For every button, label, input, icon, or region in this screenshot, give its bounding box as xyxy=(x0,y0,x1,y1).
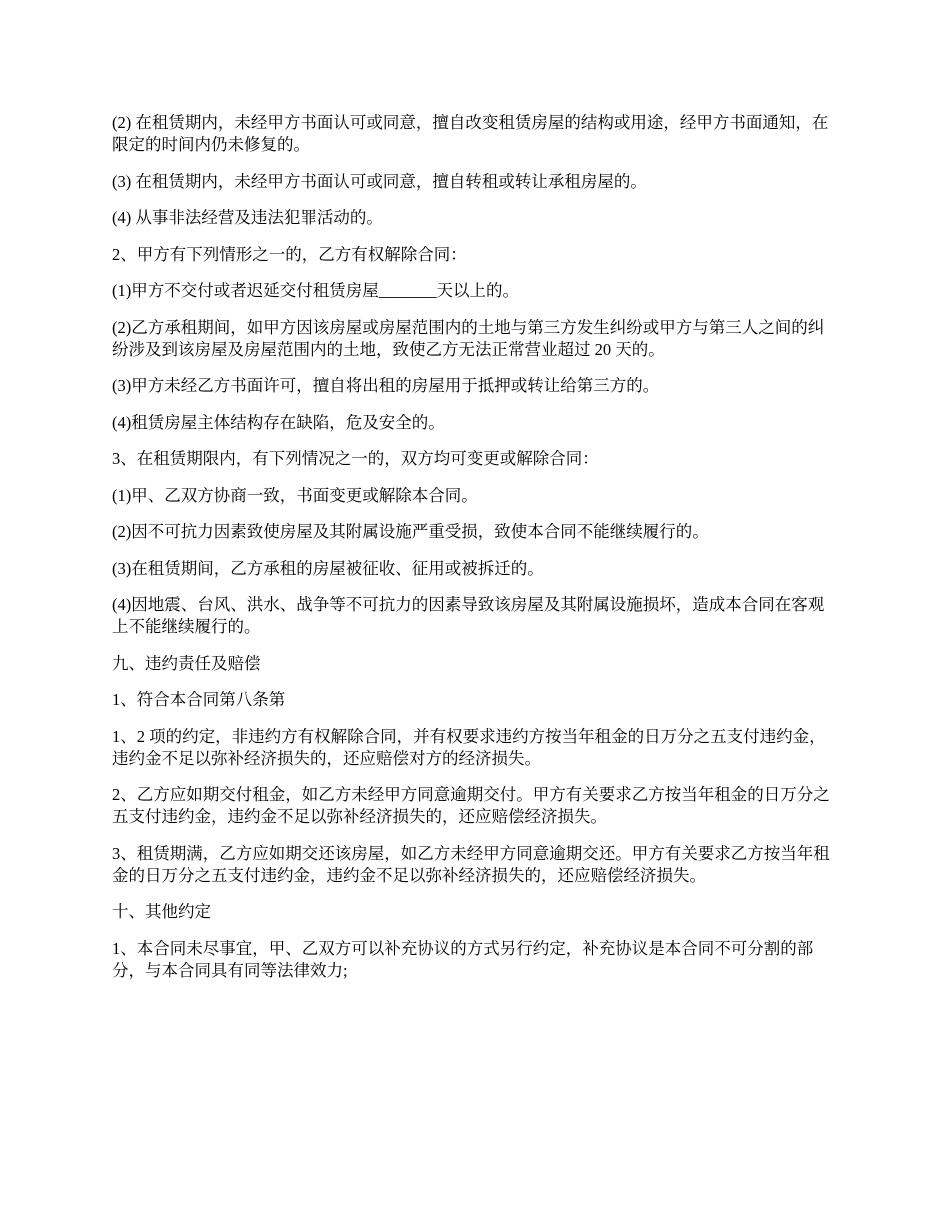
clause-9-1-body: 1、2 项的约定，非违约方有权解除合同，并有权要求违约方按当年租金的日万分之五支付违约金，违约金不足以弥补经济损失的，还应赔偿对方的经济损失。 xyxy=(112,726,826,768)
clause-8-1-item-3: (3) 在租赁期内，未经甲方书面认可或同意，擅自转租或转让承租房屋的。 xyxy=(112,171,647,191)
clause-8-3-item-1: (1)甲、乙双方协商一致，书面变更或解除本合同。 xyxy=(112,485,478,505)
clause-10-1: 1、本合同未尽事宜，甲、乙双方可以补充协议的方式另行约定，补充协议是本合同不可分割的部分，与本合同具有同等法律效力; xyxy=(112,938,814,980)
clause-8-1-item-2: (2) 在租赁期内，未经甲方书面认可或同意，擅自改变租赁房屋的结构或用途，经甲方书面通知，在限定的时间内仍未修复的。 xyxy=(112,113,829,154)
clause-9-3: 3、租赁期满，乙方应如期交还该房屋，如乙方未经甲方同意逾期交还。甲方有关要求乙方按当年租金的日万分之五支付违约金，违约金不足以弥补经济损失的，还应赔偿经济损失。 xyxy=(112,843,830,885)
clause-8-2-item-4: (4)租赁房屋主体结构存在缺陷，危及安全的。 xyxy=(112,412,445,432)
clause-8-1-item-4: (4) 从事非法经营及违法犯罪活动的。 xyxy=(112,208,383,227)
document-body xyxy=(112,112,840,996)
clause-8-2-item-3: (3)甲方未经乙方书面许可，擅自将出租的房屋用于抵押或转让给第三方的。 xyxy=(112,376,660,395)
clause-9-1-intro: 1、符合本合同第八条第 xyxy=(112,690,286,709)
clause-9-2: 2、乙方应如期交付租金，如乙方未经甲方同意逾期交付。甲方有关要求乙方按当年租金的日万分之五支付违约金，违约金不足以弥补经济损失的，还应赔偿经济损失。 xyxy=(112,785,830,826)
section-10-heading: 十、其他约定 xyxy=(112,902,211,921)
clause-8-2-item-2: (2)乙方承租期间，如甲方因该房屋或房屋范围内的土地与第三方发生纠纷或甲方与第三人之间的纠纷涉及到该房屋及房屋范围内的土地，致使乙方无法正常营业超过 20 天的。 xyxy=(112,317,825,359)
section-9-heading: 九、违约责任及赔偿 xyxy=(112,653,261,673)
clause-8-3-item-2: (2)因不可抗力因素致使房屋及其附属设施严重受损，致使本合同不能继续履行的。 xyxy=(112,522,709,541)
clause-8-2-item-1: (1)甲方不交付或者迟延交付租赁房屋_______天以上的。 xyxy=(112,281,519,300)
clause-8-3-item-3: (3)在租赁期间，乙方承租的房屋被征收、征用或被拆迁的。 xyxy=(112,558,544,578)
clause-8-3-heading: 3、在租赁期限内，有下列情况之一的，双方均可变更或解除合同： xyxy=(112,449,599,468)
clause-8-3-item-4: (4)因地震、台风、洪水、战争等不可抗力的因素导致该房屋及其附属设施损坏，造成本合同在客观上不能继续履行的。 xyxy=(112,595,825,636)
clause-8-2-heading: 2、甲方有下列情形之一的，乙方有权解除合同： xyxy=(112,244,467,264)
